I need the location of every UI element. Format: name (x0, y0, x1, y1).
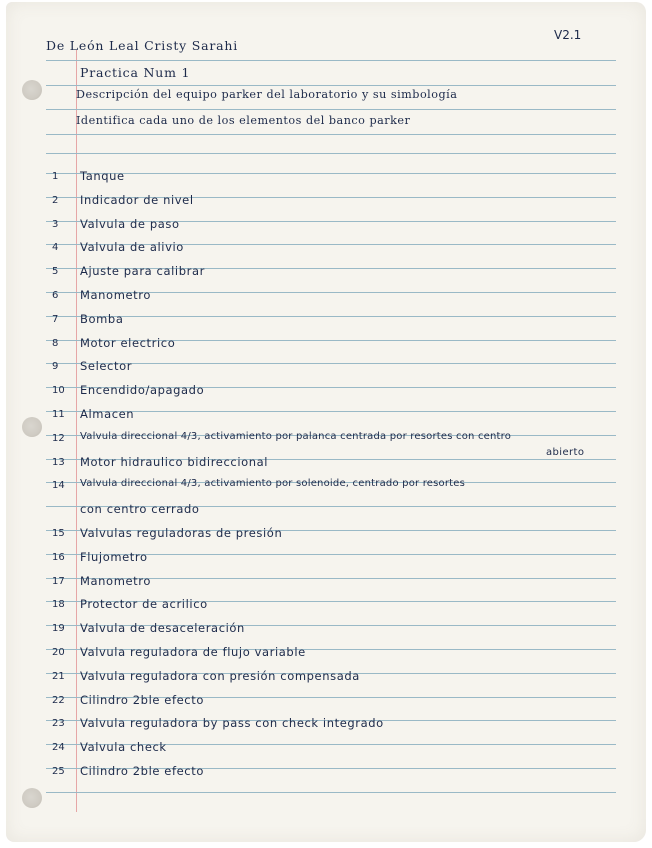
item-number: 22 (52, 695, 65, 706)
item-number: 1 (52, 171, 59, 182)
item-text: Encendido/apagado (80, 383, 205, 397)
item-number: 13 (52, 457, 65, 468)
item-number: 12 (52, 433, 65, 444)
item-number: 25 (52, 766, 65, 777)
binder-hole (22, 788, 42, 808)
item-text: Tanque (80, 169, 125, 183)
ruled-line (46, 792, 616, 793)
list-item (6, 574, 646, 596)
ruled-line (46, 153, 616, 154)
list-item (6, 359, 646, 381)
list-item (6, 312, 646, 334)
item-number: 11 (52, 409, 65, 420)
practice-title: Practica Num 1 (80, 65, 191, 80)
author-name: De León Leal Cristy Sarahi (46, 38, 239, 53)
item-number: 19 (52, 623, 65, 634)
list-item (6, 193, 646, 215)
item-text: Almacen (80, 407, 135, 421)
item-text: Valvulas reguladoras de presión (80, 526, 283, 540)
item-number: 2 (52, 195, 59, 206)
item-number: 18 (52, 599, 65, 610)
list-item (6, 764, 646, 786)
item-number: 5 (52, 266, 59, 277)
item-text: Manometro (80, 288, 151, 302)
item-text: Indicador de nivel (80, 193, 194, 207)
item-number: 21 (52, 671, 65, 682)
item-text: Valvula direccional 4/3, activamiento por solenoide, centrado por resortes (80, 478, 466, 489)
ruled-line (46, 134, 616, 135)
item-text: Cilindro 2ble efecto (80, 693, 204, 707)
list-item (6, 502, 646, 524)
item-number: 15 (52, 528, 65, 539)
list-item (6, 669, 646, 691)
item-text: Valvula reguladora by pass con check integrado (80, 716, 384, 730)
list-item (6, 550, 646, 572)
ruled-line (46, 60, 616, 61)
item-number: 4 (52, 242, 59, 253)
item-number: 14 (52, 480, 65, 491)
item-number: 7 (52, 314, 59, 325)
item-text: Bomba (80, 312, 124, 326)
item-text: Ajuste para calibrar (80, 264, 205, 278)
item-number: 16 (52, 552, 65, 563)
item-number: 17 (52, 576, 65, 587)
item-text: Valvula reguladora de flujo variable (80, 645, 306, 659)
item-number: 20 (52, 647, 65, 658)
list-item (6, 264, 646, 286)
list-item (6, 407, 646, 429)
item-text: Motor electrico (80, 336, 176, 350)
list-item (6, 217, 646, 239)
item-number: 23 (52, 718, 65, 729)
list-item (6, 645, 646, 667)
item-text: Valvula reguladora con presión compensada (80, 669, 360, 683)
item-text: Selector (80, 359, 133, 373)
item-text: Valvula direccional 4/3, activamiento por palanca centrada por resortes con centro (80, 431, 512, 442)
item-number: 8 (52, 338, 59, 349)
list-item (6, 288, 646, 310)
item-text: Valvula de desaceleración (80, 621, 245, 635)
item-text: Valvula de paso (80, 217, 180, 231)
item-number: 10 (52, 385, 65, 396)
ruled-line (46, 85, 616, 86)
list-item (6, 455, 646, 477)
ruled-line (46, 109, 616, 110)
item-text: Valvula check (80, 740, 167, 754)
item-text: con centro cerrado (80, 502, 200, 516)
list-item (6, 383, 646, 405)
list-item (6, 240, 646, 262)
list-item (6, 621, 646, 643)
item-text: Valvula de alivio (80, 240, 184, 254)
list-item (6, 740, 646, 762)
notebook-page (6, 2, 646, 842)
version-label: V2.1 (554, 28, 582, 42)
item-number: 3 (52, 219, 59, 230)
description-line-1: Descripción del equipo parker del laboratorio y su simbología (76, 88, 458, 101)
item-text: Cilindro 2ble efecto (80, 764, 204, 778)
list-item (6, 169, 646, 191)
binder-hole (22, 80, 42, 100)
item-number: 9 (52, 361, 59, 372)
list-item (6, 716, 646, 738)
list-item (6, 597, 646, 619)
item-text: Flujometro (80, 550, 148, 564)
list-item (6, 693, 646, 715)
item-12-continuation: abierto (546, 447, 585, 458)
item-text: Protector de acrilico (80, 597, 208, 611)
description-line-2: Identifica cada uno de los elementos del banco parker (76, 114, 411, 127)
item-number: 6 (52, 290, 59, 301)
item-text: Motor hidraulico bidireccional (80, 455, 269, 469)
item-text: Manometro (80, 574, 151, 588)
list-item (6, 526, 646, 548)
item-number: 24 (52, 742, 65, 753)
list-item (6, 478, 646, 500)
list-item (6, 336, 646, 358)
